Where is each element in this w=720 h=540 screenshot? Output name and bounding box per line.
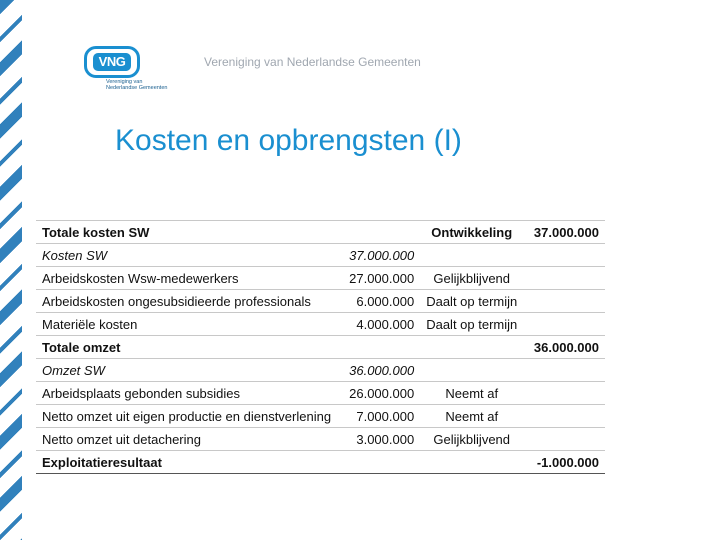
row-total <box>523 359 605 382</box>
row-label: Arbeidsplaats gebonden subsidies <box>36 382 338 405</box>
row-label: Arbeidskosten Wsw-medewerkers <box>36 267 338 290</box>
table-row <box>36 428 605 451</box>
logo-subtitle-line1: Vereniging van <box>106 79 143 85</box>
row-amount <box>338 221 420 244</box>
logo-subtitle-line2: Nederlandse Gemeenten <box>106 85 168 91</box>
row-total <box>523 267 605 290</box>
row-trend: Gelijkblijvend <box>420 267 523 290</box>
logo-frame <box>84 46 140 78</box>
table-row <box>36 267 605 290</box>
organization-name: Vereniging van Nederlandse Gemeenten <box>204 55 421 69</box>
row-amount: 36.000.000 <box>338 359 420 382</box>
table-row <box>36 405 605 428</box>
row-total: -1.000.000 <box>523 451 605 474</box>
row-trend <box>420 336 523 359</box>
cost-revenue-table <box>36 220 605 474</box>
row-total <box>523 313 605 336</box>
row-trend: Neemt af <box>420 382 523 405</box>
row-label: Netto omzet uit detachering <box>36 428 338 451</box>
row-trend: Ontwikkeling <box>420 221 523 244</box>
row-trend: Gelijkblijvend <box>420 428 523 451</box>
row-label: Kosten SW <box>36 244 338 267</box>
table-row <box>36 359 605 382</box>
table-row <box>36 451 605 474</box>
decorative-stripe <box>0 0 22 540</box>
vng-logo <box>82 46 182 96</box>
table-row <box>36 336 605 359</box>
row-total <box>523 428 605 451</box>
row-amount: 6.000.000 <box>338 290 420 313</box>
row-total <box>523 382 605 405</box>
row-amount: 27.000.000 <box>338 267 420 290</box>
row-total: 37.000.000 <box>523 221 605 244</box>
page-title: Kosten en opbrengsten (I) <box>115 124 462 157</box>
table-row <box>36 221 605 244</box>
row-trend <box>420 359 523 382</box>
row-total: 36.000.000 <box>523 336 605 359</box>
row-amount: 26.000.000 <box>338 382 420 405</box>
logo-subtitle <box>106 79 167 91</box>
row-total <box>523 244 605 267</box>
table-row <box>36 382 605 405</box>
row-total <box>523 405 605 428</box>
row-amount: 3.000.000 <box>338 428 420 451</box>
row-amount <box>338 336 420 359</box>
row-trend: Daalt op termijn <box>420 290 523 313</box>
row-trend: Neemt af <box>420 405 523 428</box>
row-trend: Daalt op termijn <box>420 313 523 336</box>
row-amount: 4.000.000 <box>338 313 420 336</box>
row-label: Totale omzet <box>36 336 338 359</box>
table-row <box>36 313 605 336</box>
row-trend <box>420 244 523 267</box>
row-label: Totale kosten SW <box>36 221 338 244</box>
row-amount: 7.000.000 <box>338 405 420 428</box>
row-label: Exploitatieresultaat <box>36 451 338 474</box>
logo-text: VNG <box>93 53 131 71</box>
row-label: Netto omzet uit eigen productie en dienstverlening <box>36 405 338 428</box>
table-row <box>36 244 605 267</box>
row-label: Arbeidskosten ongesubsidieerde professionals <box>36 290 338 313</box>
row-amount: 37.000.000 <box>338 244 420 267</box>
row-total <box>523 290 605 313</box>
row-label: Materiële kosten <box>36 313 338 336</box>
table-row <box>36 290 605 313</box>
row-label: Omzet SW <box>36 359 338 382</box>
row-amount <box>338 451 420 474</box>
row-trend <box>420 451 523 474</box>
